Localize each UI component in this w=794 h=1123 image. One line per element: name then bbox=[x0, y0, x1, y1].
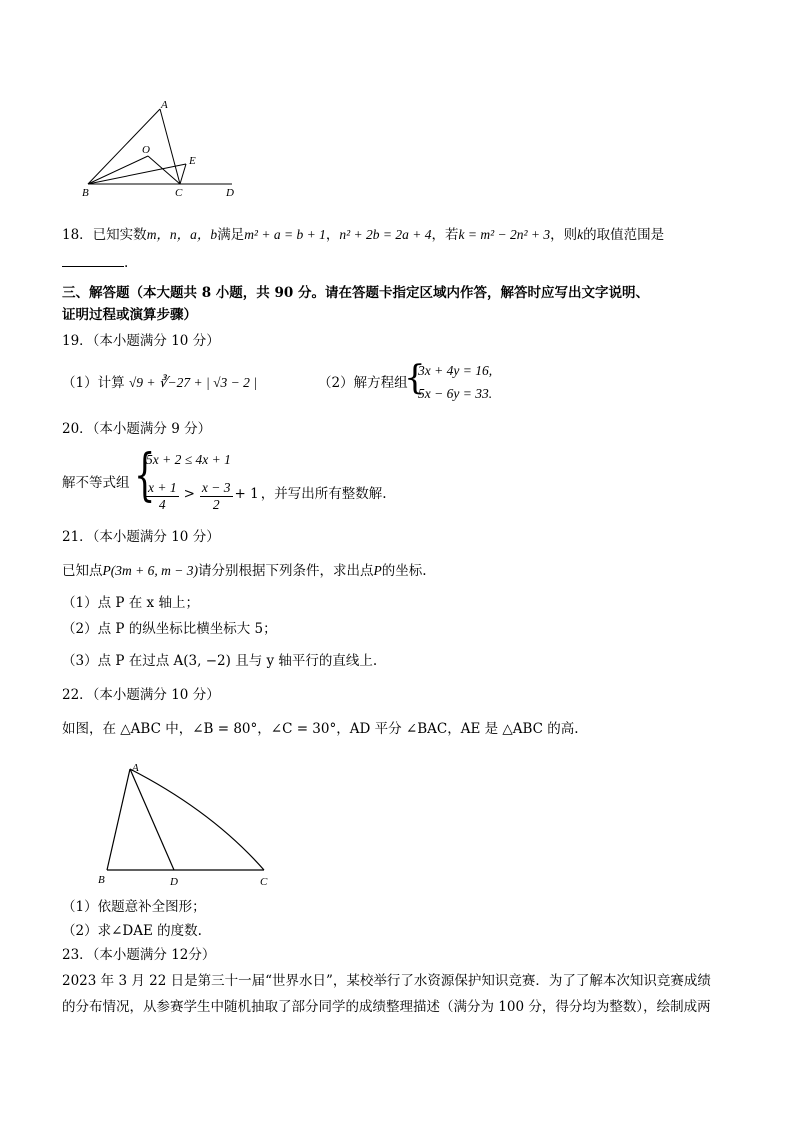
label-c: C bbox=[260, 876, 268, 888]
q20-gt: > bbox=[183, 485, 195, 502]
q22-intro: 如图，在 △ABC 中，∠B = 80°，∠C = 30°，AD 平分 ∠BAC，AE 是 △ABC 的高. bbox=[62, 721, 579, 737]
q19-eq-b: 5x − 6y = 33. bbox=[418, 386, 493, 401]
section-3-heading-line1: 三、解答题（本大题共 8 小题，共 90 分。请在答题卡指定区域内作答，解答时应写出文字说明、 bbox=[62, 285, 649, 301]
q21-intro bbox=[62, 562, 427, 580]
figure-triangle-abc-oe bbox=[80, 100, 250, 200]
q20-frac2-den: 2 bbox=[212, 497, 220, 512]
q22-part1: （1）依题意补全图形； bbox=[62, 899, 206, 915]
q20-plus1: + 1 bbox=[234, 485, 259, 502]
q21-condition-1: （1）点 P 在 x 轴上； bbox=[62, 595, 199, 611]
q20-brace: { bbox=[134, 443, 156, 508]
q18-tail: 的取值范围是 bbox=[583, 227, 665, 243]
q19-part2-lead: （2）解方程组 bbox=[318, 375, 408, 391]
q20-header: 20．（本小题满分 9 分） bbox=[62, 421, 212, 437]
label-e: E bbox=[189, 155, 196, 167]
label-o: O bbox=[142, 144, 150, 156]
q18-lead: 18．已知实数 bbox=[62, 227, 147, 243]
line-oc bbox=[148, 156, 180, 184]
q21-intro-tail: 请分别根据下列条件，求出点 bbox=[197, 563, 374, 579]
q18-mid3: ，则 bbox=[550, 227, 578, 243]
q21-point: P(3m + 6, m − 3) bbox=[102, 563, 198, 578]
line-ce bbox=[180, 164, 186, 184]
q20-lead: 解不等式组 bbox=[62, 475, 130, 491]
q23-line2: 的分布情况，从参赛学生中随机抽取了部分同学的成绩整理描述（满分为 100 分，得分均为整数），绘制成两 bbox=[62, 999, 711, 1015]
q18-eq2: n² + 2b = 2a + 4 bbox=[339, 227, 432, 242]
line-bo bbox=[88, 156, 148, 184]
q18-kvar: k bbox=[577, 227, 584, 242]
q18-vars: m，n，a，b bbox=[146, 227, 218, 242]
line-be bbox=[88, 164, 186, 184]
q21-pvar: P bbox=[373, 563, 382, 578]
answer-blank-line[interactable] bbox=[62, 254, 124, 267]
q21-condition-3: （3）点 P 在过点 A(3, −2) 且与 y 轴平行的直线上. bbox=[62, 653, 378, 669]
q18-answer-blank[interactable] bbox=[62, 254, 128, 272]
q22-header: 22．（本小题满分 10 分） bbox=[62, 687, 220, 703]
q19-part1 bbox=[62, 374, 257, 392]
q20-ineq2 bbox=[144, 474, 387, 513]
q19-header: 19．（本小题满分 10 分） bbox=[62, 333, 220, 349]
label-b: B bbox=[82, 187, 89, 199]
label-c: C bbox=[175, 187, 183, 199]
q18-mid: 满足 bbox=[217, 227, 245, 243]
q19-part1-expr: √9 + ∛−27 + | √3 − 2 | bbox=[128, 375, 257, 390]
q20-ineq1: 5x + 2 ≤ 4x + 1 bbox=[146, 452, 231, 467]
line-ac bbox=[160, 109, 180, 184]
q20-frac1-den: 4 bbox=[158, 497, 166, 512]
label-b: B bbox=[98, 874, 105, 886]
side-ac bbox=[130, 769, 264, 870]
q18-keq: k = m² − 2n² + 3 bbox=[458, 227, 551, 242]
q19-brace: { bbox=[404, 358, 426, 398]
label-a: A bbox=[161, 100, 168, 111]
q20-tail: ，并写出所有整数解. bbox=[260, 485, 387, 502]
q18-period: . bbox=[124, 255, 129, 271]
figure-triangle-abc-ad bbox=[92, 756, 278, 890]
q20-frac1 bbox=[146, 480, 179, 513]
q21-header: 21．（本小题满分 10 分） bbox=[62, 529, 220, 545]
q19-part1-lead: （1）计算 bbox=[62, 375, 125, 391]
question-18: 18．已知实数m，n，a，b满足m² + a = b + 1，n² + 2b = 2a + 4，若k = m² − 2n² + 3，则k的取值范围是 bbox=[62, 227, 665, 243]
q18-eq1: m² + a = b + 1 bbox=[244, 227, 326, 242]
q23-header: 23．（本小题满分 12分） bbox=[62, 947, 216, 963]
label-d: D bbox=[170, 876, 178, 888]
q20-frac1-num: x + 1 bbox=[148, 480, 177, 495]
q21-intro-lead: 已知点 bbox=[62, 563, 103, 579]
q19-eq-a: 3x + 4y = 16, bbox=[418, 363, 493, 378]
q21-intro-end: 的坐标. bbox=[381, 563, 427, 579]
q20-frac2-num: x − 3 bbox=[201, 480, 231, 495]
label-a: A bbox=[132, 762, 139, 774]
side-ab bbox=[107, 769, 130, 870]
section-3-heading-line2: 证明过程或演算步骤） bbox=[62, 307, 197, 323]
q20-frac2 bbox=[200, 480, 233, 513]
label-d: D bbox=[226, 187, 234, 199]
q21-condition-2: （2）点 P 的纵坐标比横坐标大 5； bbox=[62, 621, 277, 637]
q18-mid2: ，若 bbox=[431, 227, 459, 243]
q23-line1: 2023 年 3 月 22 日是第三十一届“世界水日”，某校举行了水资源保护知识竞赛．为了了解本次知识竞赛成绩 bbox=[62, 973, 711, 989]
segment-ad bbox=[130, 769, 174, 870]
q22-part2: （2）求∠DAE 的度数. bbox=[62, 923, 202, 939]
